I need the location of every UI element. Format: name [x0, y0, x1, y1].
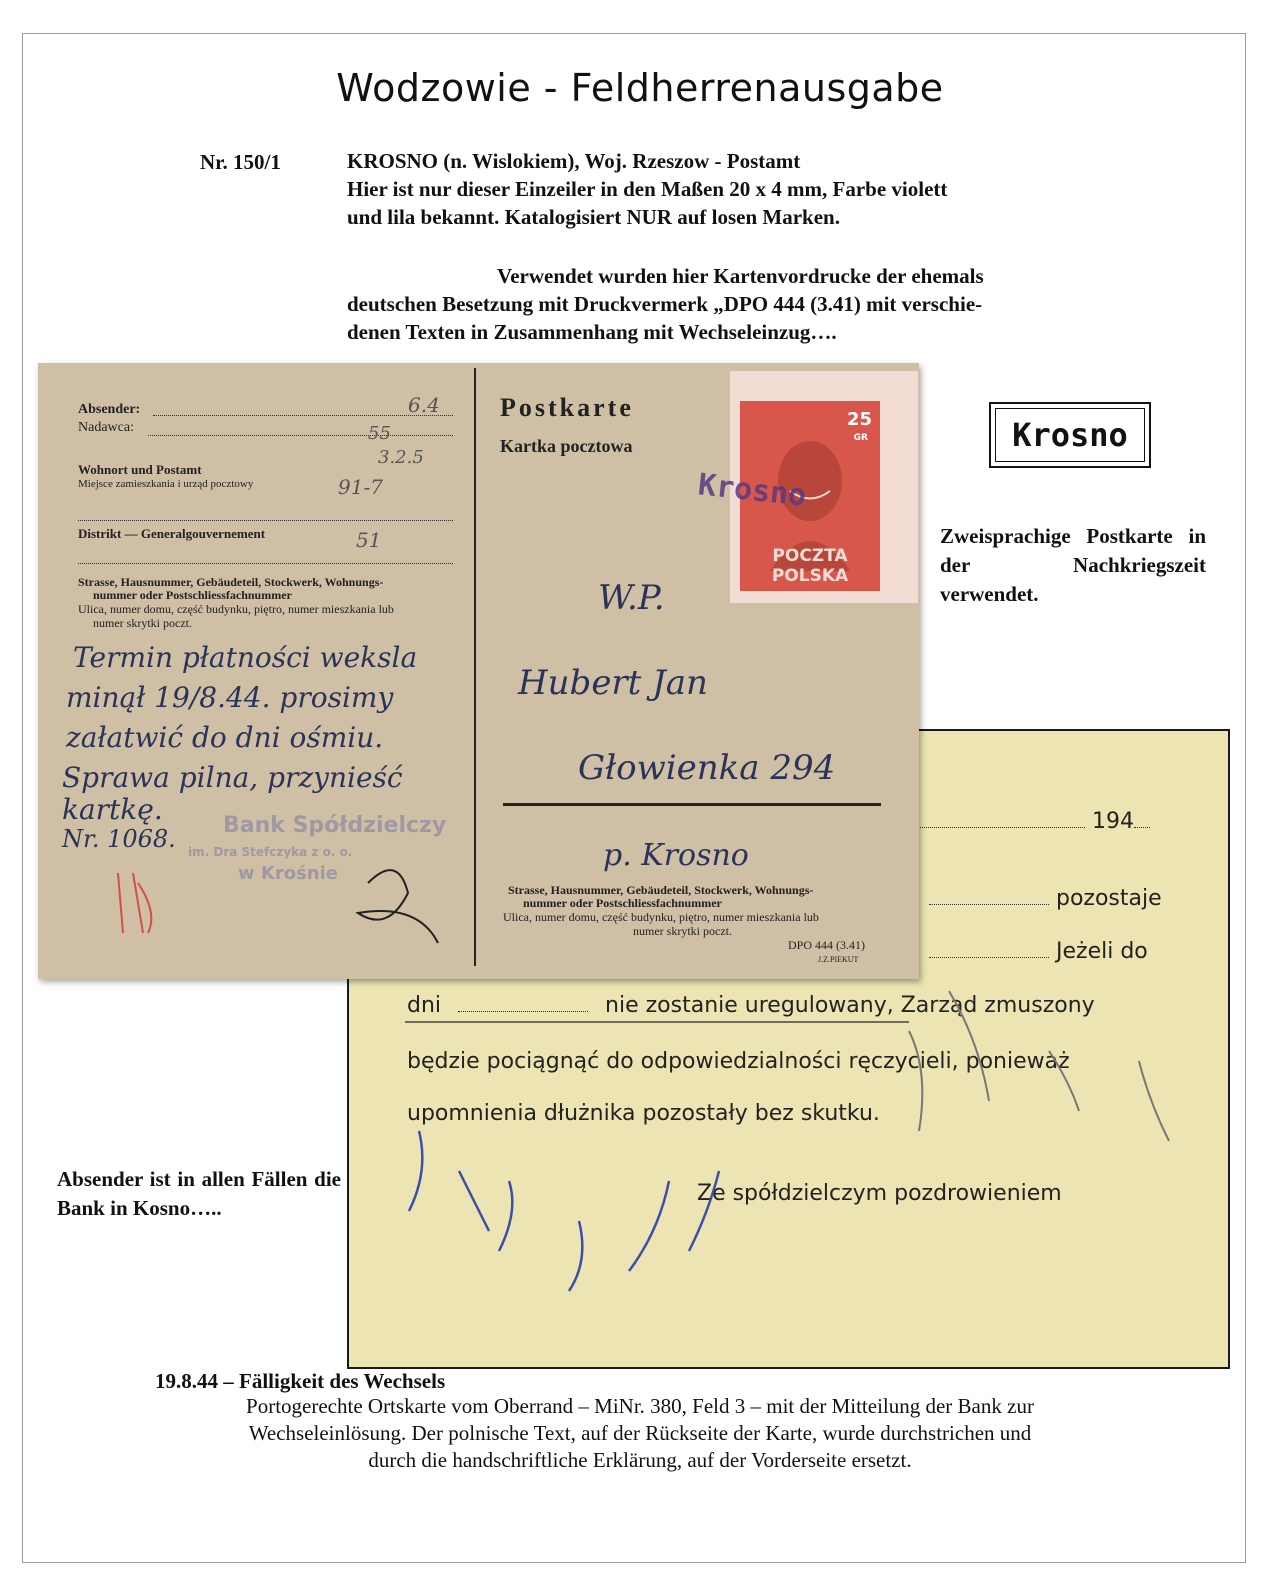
- signature-marks: [98, 843, 478, 963]
- side-note: Zweisprachige Postkarte in der Nachkriegszeit verwendet.: [940, 524, 1206, 606]
- grey-pencil-notes: [909, 991, 1169, 1141]
- handwriting-left-1: Termin płatności weksla: [73, 641, 418, 674]
- catalog-number: Nr. 150/1: [200, 150, 281, 174]
- stamp-gr: GR: [853, 433, 868, 443]
- address-line-1: W.P.: [598, 578, 665, 618]
- bank-stamp-line-3: w Krośnie: [238, 863, 338, 884]
- back-line-3: nie zostanie uregulowany, Zarząd zmuszony: [605, 993, 1095, 1018]
- usage-line-2: deutschen Besetzung mit Druckvermerk „DPO 444 (3.41) mit verschie-: [347, 292, 983, 316]
- blue-pencil-notes: [409, 1131, 719, 1291]
- back-line-4: będzie pociągnąć do odpowiedzialności ręczycieli, ponieważ: [407, 1049, 1070, 1074]
- label-miejsce: Miejsce zamieszkania i urząd pocztowy: [78, 478, 254, 490]
- krosno-overprint: Krosno: [696, 467, 808, 514]
- page-title: Wodzowie - Feldherrenausgabe: [336, 66, 944, 110]
- label-nadawca: Nadawca:: [78, 420, 134, 435]
- label-wohnort: Wohnort und Postamt: [78, 462, 202, 477]
- back-line-jezeli: Jeżeli do: [1056, 939, 1148, 964]
- postcard-front: [38, 363, 919, 979]
- label-strasse-1: Strasse, Hausnummer, Gebäudeteil, Stockwerk, Wohnungs-: [78, 575, 384, 589]
- back-line-5: upomnienia dłużnika pozostały bez skutku.: [407, 1101, 880, 1126]
- caption-line-3: durch die handschriftliche Erklärung, auf der Vorderseite ersetzt.: [368, 1448, 912, 1472]
- intro-paragraph: [347, 147, 1109, 231]
- label-ulica-2: numer skrytki poczt.: [93, 616, 192, 630]
- postkarte-heading: Postkarte: [500, 393, 634, 422]
- intro-line-2: Hier ist nur dieser Einzeiler in den Maßen 20 x 4 mm, Farbe violett: [347, 177, 948, 201]
- back-closing: Ze spółdzielczym pozdrowieniem: [697, 1181, 1062, 1206]
- card-divider: [474, 368, 476, 966]
- label-strasse-2: nummer oder Postschliessfachnummer: [93, 588, 292, 602]
- imprint-code: DPO 444 (3.41): [788, 938, 865, 952]
- label-ulica-right-2: numer skrytki poczt.: [633, 924, 732, 938]
- address-line-2: Hubert Jan: [518, 663, 708, 703]
- printer-name: J.Z.PIEKUT: [818, 955, 859, 964]
- kartka-heading: Kartka pocztowa: [500, 436, 633, 456]
- handwriting-left-6: Nr. 1068.: [62, 825, 176, 853]
- usage-line-1: Verwendet wurden hier Kartenvordrucke der ehemals: [497, 264, 984, 288]
- label-ulica-1: Ulica, numer domu, część budynku, piętro, numer mieszkania lub: [78, 602, 394, 616]
- pencil-note-3: 3.2.5: [378, 447, 424, 468]
- intro-line-3: und lila bekannt. Katalogisiert NUR auf losen Marken.: [347, 205, 840, 229]
- usage-paragraph: [347, 262, 1109, 346]
- back-line-194: 194: [1092, 809, 1134, 834]
- caption-title: 19.8.44 – Fälligkeit des Wechsels: [155, 1369, 446, 1393]
- handwriting-left-5: kartkę.: [62, 793, 163, 826]
- address-line-3: Głowienka 294: [578, 748, 836, 788]
- cancel-specimen-box: [989, 402, 1151, 468]
- handwriting-left-3: załatwić do dni ośmiu.: [66, 721, 384, 754]
- address-line-4: p. Krosno: [603, 838, 749, 873]
- cancel-specimen-text: Krosno: [995, 408, 1145, 462]
- label-distrikt: Distrikt — Generalgouvernement: [78, 526, 266, 541]
- label-ulica-right-1: Ulica, numer domu, część budynku, piętro, numer mieszkania lub: [503, 910, 819, 924]
- caption-text: [140, 1393, 1140, 1474]
- back-line-dni: dni: [407, 993, 442, 1018]
- sender-note: Absender ist in allen Fällen die Bank in Kosno…..: [57, 1167, 341, 1220]
- label-strasse-right-1: Strasse, Hausnummer, Gebäudeteil, Stockwerk, Wohnungs-: [508, 883, 814, 897]
- label-strasse-right-2: nummer oder Postschliessfachnummer: [523, 896, 722, 910]
- stamp-value: 25: [846, 409, 872, 430]
- back-line-pozostaje: pozostaje: [1056, 886, 1162, 911]
- label-absender: Absender:: [78, 402, 141, 417]
- handwriting-left-4: Sprawa pilna, przynieść: [62, 761, 403, 794]
- address-rule: [503, 803, 881, 806]
- handwriting-left-2: minął 19/8.44. prosimy: [66, 681, 394, 714]
- pencil-note-2: 55: [368, 423, 391, 444]
- pencil-note-4: 91-7: [338, 475, 383, 499]
- bank-stamp-line-2: im. Dra Stefczyka z o. o.: [188, 845, 353, 859]
- pencil-note-5: 51: [356, 528, 382, 552]
- intro-line-1: KROSNO (n. Wislokiem), Woj. Rzeszow - Postamt: [347, 149, 801, 173]
- caption-line-2: Wechseleinlösung. Der polnische Text, auf der Rückseite der Karte, wurde durchstrichen und: [248, 1421, 1032, 1445]
- stamp-text: POCZTA POLSKA: [771, 546, 849, 586]
- bank-stamp-line-1: Bank Spółdzielczy: [223, 813, 447, 838]
- pencil-note-1: 6.4: [408, 393, 440, 417]
- caption-line-1: Portogerechte Ortskarte vom Oberrand – MiNr. 380, Feld 3 – mit der Mitteilung der Bank zur: [246, 1394, 1034, 1418]
- usage-line-3: denen Texten in Zusammenhang mit Wechseleinzug….: [347, 320, 837, 344]
